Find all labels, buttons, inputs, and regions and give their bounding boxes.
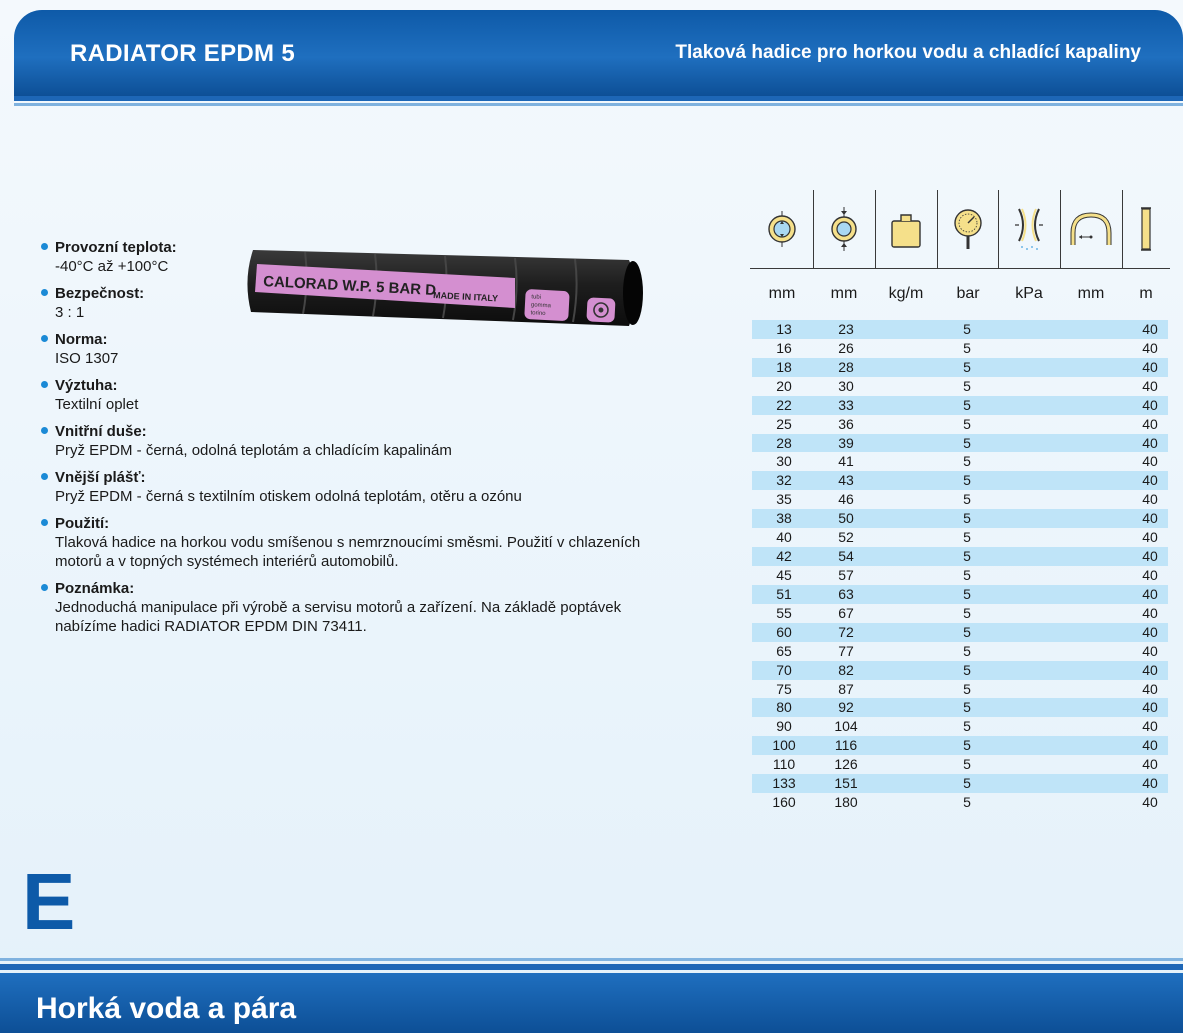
table-row bbox=[752, 490, 1168, 509]
unit-label: mm bbox=[1077, 285, 1105, 302]
pressure-cell: 5 bbox=[963, 434, 971, 451]
pressure-cell: 5 bbox=[963, 510, 971, 527]
table-row bbox=[752, 509, 1168, 528]
spec-item-note bbox=[40, 579, 660, 636]
footer-stripe-light bbox=[0, 958, 1183, 961]
length-cell: 40 bbox=[1142, 453, 1158, 470]
length-cell: 40 bbox=[1142, 529, 1158, 546]
table-row bbox=[752, 717, 1168, 736]
table-row bbox=[752, 585, 1168, 604]
spec-label: Provozní teplota: bbox=[55, 239, 177, 256]
pressure-cell: 5 bbox=[963, 642, 971, 659]
inner-diameter-cell: 16 bbox=[776, 339, 792, 356]
pressure-cell: 5 bbox=[963, 339, 971, 356]
bend-radius-icon bbox=[1061, 190, 1121, 268]
hose-photo bbox=[245, 246, 645, 328]
inner-diameter-cell: 28 bbox=[776, 434, 792, 451]
table-row bbox=[752, 793, 1168, 812]
outer-diameter-cell: 104 bbox=[834, 718, 858, 735]
unit-label: mm bbox=[768, 285, 796, 302]
pressure-cell: 5 bbox=[963, 756, 971, 773]
inner-diameter-cell: 55 bbox=[776, 604, 792, 621]
inner-diameter-cell: 65 bbox=[776, 642, 792, 659]
unit-label: mm bbox=[830, 285, 858, 302]
gear-logo-icon bbox=[586, 297, 615, 322]
length-cell: 40 bbox=[1142, 756, 1158, 773]
unit-label: kg/m bbox=[888, 285, 924, 302]
hose-badge bbox=[524, 289, 570, 321]
length-cell: 40 bbox=[1142, 377, 1158, 394]
length-cell: 40 bbox=[1142, 680, 1158, 697]
inner-diameter-cell: 80 bbox=[776, 699, 792, 716]
table-icon-header bbox=[750, 190, 1170, 268]
outer-diameter-cell: 77 bbox=[838, 642, 854, 659]
pressure-cell: 5 bbox=[963, 321, 971, 337]
table-row bbox=[752, 736, 1168, 755]
pressure-cell: 5 bbox=[963, 718, 971, 735]
outer-diameter-cell: 36 bbox=[838, 415, 854, 432]
pressure-cell: 5 bbox=[963, 585, 971, 602]
outer-diameter-cell: 52 bbox=[838, 529, 854, 546]
length-cell: 40 bbox=[1142, 472, 1158, 489]
pressure-cell: 5 bbox=[963, 453, 971, 470]
footer-stripe bbox=[0, 964, 1183, 970]
inner-diameter-cell: 35 bbox=[776, 491, 792, 508]
table-row bbox=[752, 320, 1168, 339]
length-cell: 40 bbox=[1142, 585, 1158, 602]
bullet-icon bbox=[41, 427, 48, 434]
length-icon bbox=[1123, 190, 1169, 268]
table-units-row bbox=[750, 285, 1170, 305]
outer-diameter-cell: 126 bbox=[834, 756, 858, 773]
table-row bbox=[752, 339, 1168, 358]
outer-diameter-cell: 82 bbox=[838, 661, 854, 678]
pressure-gauge-icon bbox=[938, 190, 998, 268]
table-row bbox=[752, 661, 1168, 680]
length-cell: 40 bbox=[1142, 566, 1158, 583]
inner-diameter-cell: 42 bbox=[776, 548, 792, 565]
spec-label: Norma: bbox=[55, 331, 108, 348]
pressure-cell: 5 bbox=[963, 699, 971, 716]
outer-diameter-cell: 41 bbox=[838, 453, 854, 470]
inner-diameter-cell: 13 bbox=[776, 321, 792, 337]
inner-diameter-cell: 22 bbox=[776, 396, 792, 413]
bullet-icon bbox=[41, 335, 48, 342]
pressure-cell: 5 bbox=[963, 548, 971, 565]
outer-diameter-cell: 180 bbox=[834, 794, 858, 811]
inner-diameter-cell: 40 bbox=[776, 529, 792, 546]
pressure-cell: 5 bbox=[963, 415, 971, 432]
length-cell: 40 bbox=[1142, 737, 1158, 754]
spec-value: ISO 1307 bbox=[55, 350, 119, 367]
spec-value: Textilní oplet bbox=[55, 396, 139, 413]
outer-diameter-cell: 63 bbox=[838, 585, 854, 602]
length-cell: 40 bbox=[1142, 548, 1158, 565]
vacuum-icon bbox=[999, 190, 1059, 268]
pressure-cell: 5 bbox=[963, 680, 971, 697]
spec-item-inner-tube bbox=[40, 422, 660, 460]
outer-diameter-cell: 43 bbox=[838, 472, 854, 489]
pressure-cell: 5 bbox=[963, 472, 971, 489]
pressure-cell: 5 bbox=[963, 377, 971, 394]
pressure-cell: 5 bbox=[963, 661, 971, 678]
table-row bbox=[752, 528, 1168, 547]
header-stripe bbox=[14, 96, 1183, 101]
table-header-divider bbox=[750, 268, 1170, 269]
outer-diameter-cell: 23 bbox=[838, 321, 854, 337]
inner-diameter-cell: 45 bbox=[776, 566, 792, 583]
inner-diameter-icon bbox=[752, 190, 812, 268]
table-row bbox=[752, 377, 1168, 396]
inner-diameter-cell: 90 bbox=[776, 718, 792, 735]
inner-diameter-cell: 100 bbox=[772, 737, 796, 754]
inner-diameter-cell: 60 bbox=[776, 623, 792, 640]
outer-diameter-cell: 92 bbox=[838, 699, 854, 716]
spec-label: Výztuha: bbox=[55, 377, 118, 394]
length-cell: 40 bbox=[1142, 415, 1158, 432]
product-subtitle: Tlaková hadice pro horkou vodu a chladící kapaliny bbox=[675, 42, 1141, 63]
inner-diameter-cell: 160 bbox=[772, 794, 796, 811]
bullet-icon bbox=[41, 289, 48, 296]
spec-value: Pryž EPDM - černá s textilním otiskem odolná teplotám, otěru a ozónu bbox=[55, 488, 522, 505]
length-cell: 40 bbox=[1142, 604, 1158, 621]
length-cell: 40 bbox=[1142, 491, 1158, 508]
spec-label: Vnější plášť: bbox=[55, 469, 146, 486]
length-cell: 40 bbox=[1142, 718, 1158, 735]
outer-diameter-cell: 72 bbox=[838, 623, 854, 640]
spec-item-reinforcement bbox=[40, 376, 660, 414]
table-row bbox=[752, 547, 1168, 566]
outer-diameter-cell: 54 bbox=[838, 548, 854, 565]
inner-diameter-cell: 38 bbox=[776, 510, 792, 527]
length-cell: 40 bbox=[1142, 775, 1158, 792]
pressure-cell: 5 bbox=[963, 566, 971, 583]
length-cell: 40 bbox=[1142, 699, 1158, 716]
length-cell: 40 bbox=[1142, 321, 1158, 337]
pressure-cell: 5 bbox=[963, 491, 971, 508]
inner-diameter-cell: 75 bbox=[776, 680, 792, 697]
table-row bbox=[752, 415, 1168, 434]
dimension-table bbox=[752, 320, 1168, 812]
inner-diameter-cell: 133 bbox=[772, 775, 796, 792]
spec-value: Jednoduchá manipulace při výrobě a servisu motorů a zařízení. Na základě poptávek nabízíme hadici RADIATOR EPDM DIN 73411. bbox=[55, 599, 622, 635]
weight-icon bbox=[876, 190, 936, 268]
pressure-cell: 5 bbox=[963, 396, 971, 413]
table-row bbox=[752, 698, 1168, 717]
spec-label: Použití: bbox=[55, 515, 110, 532]
inner-diameter-cell: 20 bbox=[776, 377, 792, 394]
pressure-cell: 5 bbox=[963, 358, 971, 375]
table-row bbox=[752, 396, 1168, 415]
spec-value: Tlaková hadice na horkou vodu smíšenou s nemrznoucími směsmi. Použití v chlazeních motorů a v topných systémech interiérů automobilů. bbox=[55, 534, 641, 570]
inner-diameter-cell: 70 bbox=[776, 661, 792, 678]
outer-diameter-cell: 46 bbox=[838, 491, 854, 508]
table-row bbox=[752, 471, 1168, 490]
bullet-icon bbox=[41, 519, 48, 526]
spec-value: -40°C až +100°C bbox=[55, 258, 169, 275]
inner-diameter-cell: 51 bbox=[776, 585, 792, 602]
unit-label: bar bbox=[956, 285, 980, 302]
outer-diameter-cell: 151 bbox=[834, 775, 858, 792]
outer-diameter-cell: 39 bbox=[838, 434, 854, 451]
spec-label: Bezpečnost: bbox=[55, 285, 145, 302]
outer-diameter-cell: 87 bbox=[838, 680, 854, 697]
outer-diameter-cell: 30 bbox=[838, 377, 854, 394]
table-row bbox=[752, 774, 1168, 793]
inner-diameter-cell: 32 bbox=[776, 472, 792, 489]
table-row bbox=[752, 566, 1168, 585]
header-stripe-light bbox=[14, 103, 1183, 106]
outer-diameter-cell: 67 bbox=[838, 604, 854, 621]
hose-print-text: CALORAD W.P. 5 BAR D bbox=[262, 273, 437, 300]
length-cell: 40 bbox=[1142, 661, 1158, 678]
badge-text: gomma bbox=[530, 302, 552, 310]
length-cell: 40 bbox=[1142, 510, 1158, 527]
outer-diameter-icon bbox=[814, 190, 874, 268]
table-row bbox=[752, 642, 1168, 661]
length-cell: 40 bbox=[1142, 434, 1158, 451]
outer-diameter-cell: 28 bbox=[838, 358, 854, 375]
pressure-cell: 5 bbox=[963, 623, 971, 640]
footer-title: Horká voda a pára bbox=[36, 992, 297, 1025]
spec-value: Pryž EPDM - černá, odolná teplotám a chladícím kapalinám bbox=[55, 442, 452, 459]
outer-diameter-cell: 116 bbox=[834, 737, 858, 754]
outer-diameter-cell: 26 bbox=[838, 339, 854, 356]
length-cell: 40 bbox=[1142, 794, 1158, 811]
inner-diameter-cell: 25 bbox=[776, 415, 792, 432]
bullet-icon bbox=[41, 584, 48, 591]
spec-label: Vnitřní duše: bbox=[55, 423, 147, 440]
table-row bbox=[752, 434, 1168, 453]
unit-label: m bbox=[1139, 285, 1153, 302]
spec-value: 3 : 1 bbox=[55, 304, 85, 321]
length-cell: 40 bbox=[1142, 623, 1158, 640]
outer-diameter-cell: 50 bbox=[838, 510, 854, 527]
length-cell: 40 bbox=[1142, 339, 1158, 356]
section-letter: E bbox=[22, 857, 76, 946]
inner-diameter-cell: 30 bbox=[776, 453, 792, 470]
length-cell: 40 bbox=[1142, 396, 1158, 413]
bullet-icon bbox=[41, 243, 48, 250]
table-row bbox=[752, 623, 1168, 642]
outer-diameter-cell: 57 bbox=[838, 566, 854, 583]
table-row bbox=[752, 452, 1168, 471]
table-row bbox=[752, 680, 1168, 699]
badge-text: tubi bbox=[531, 294, 542, 301]
inner-diameter-cell: 18 bbox=[776, 358, 792, 375]
unit-label: kPa bbox=[1015, 285, 1043, 302]
pressure-cell: 5 bbox=[963, 794, 971, 811]
pressure-cell: 5 bbox=[963, 604, 971, 621]
outer-diameter-cell: 33 bbox=[838, 396, 854, 413]
spec-item-outer-cover bbox=[40, 468, 660, 506]
length-cell: 40 bbox=[1142, 642, 1158, 659]
table-row bbox=[752, 358, 1168, 377]
pressure-cell: 5 bbox=[963, 737, 971, 754]
pressure-cell: 5 bbox=[963, 775, 971, 792]
pressure-cell: 5 bbox=[963, 529, 971, 546]
product-title: RADIATOR EPDM 5 bbox=[70, 40, 295, 67]
bullet-icon bbox=[41, 473, 48, 480]
inner-diameter-cell: 110 bbox=[772, 756, 796, 773]
table-row bbox=[752, 755, 1168, 774]
spec-item-norm bbox=[40, 330, 660, 368]
hose-print-origin: MADE IN ITALY bbox=[432, 290, 499, 304]
bullet-icon bbox=[41, 381, 48, 388]
length-cell: 40 bbox=[1142, 358, 1158, 375]
spec-item-usage bbox=[40, 514, 660, 571]
table-row bbox=[752, 604, 1168, 623]
spec-label: Poznámka: bbox=[55, 580, 135, 597]
badge-text: torino bbox=[530, 310, 546, 318]
